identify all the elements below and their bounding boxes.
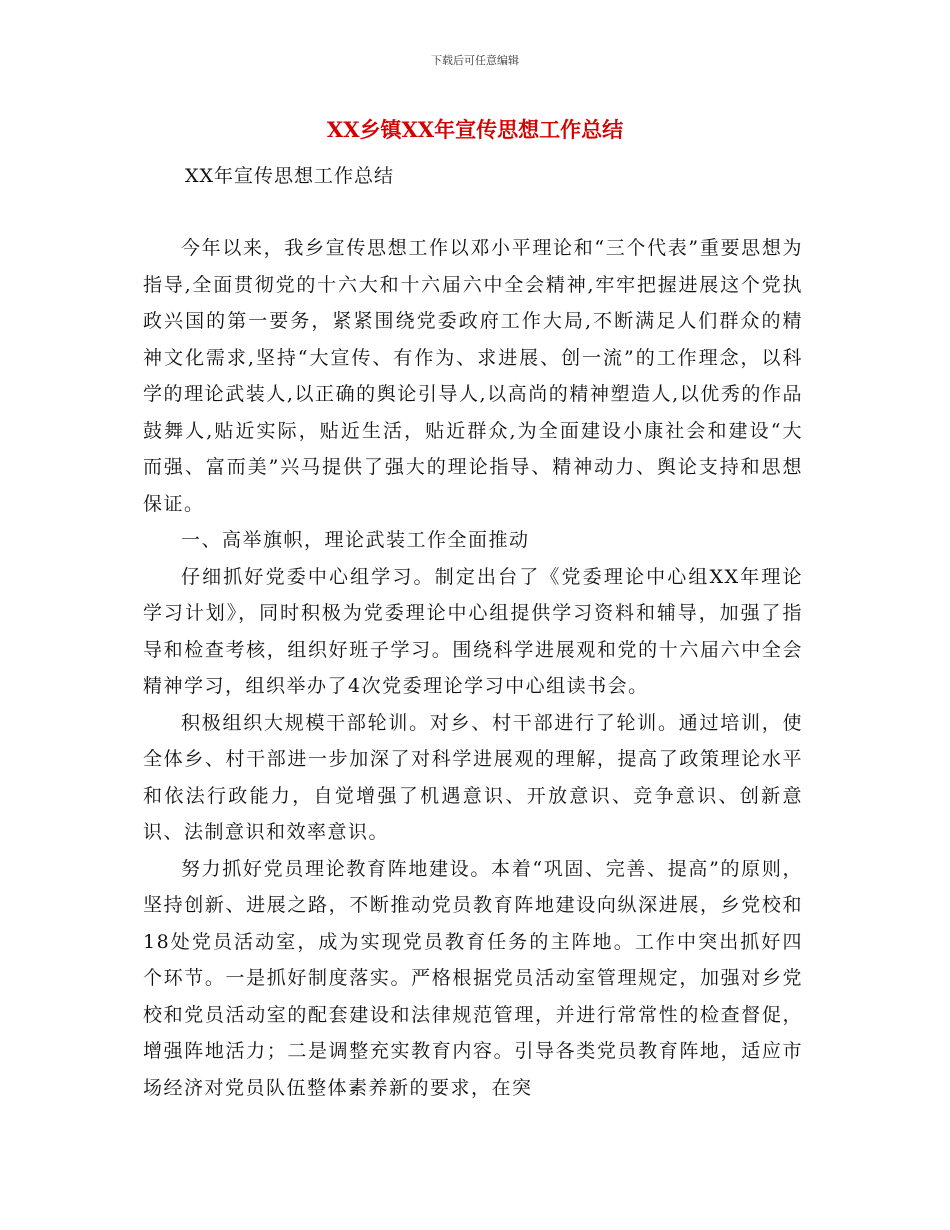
paragraph-intro: 今年以来，我乡宣传思想工作以邓小平理论和“三个代表”重要思想为指导,全面贯彻党的十六大和十六届六中全会精神,牢牢把握进展这个党执政兴国的第一要务，紧紧围绕党委政府工作大局,不断满足人们群众的精神文化需求,坚持“大宣传、有作为、求进展、创一流”的工作理念，以科学的理论武装人,以正确的舆论引导人,以高尚的精神塑造人,以优秀的作品鼓舞人,贴近实际，贴近生活，贴近群众,为全面建设小康社会和建设“大而强、富而美”兴马提供了强大的理论指导、精神动力、舆论支持和思想保证。 [143,237,803,515]
section-heading: 一、高举旗帜，理论武装工作全面推动 [181,529,530,551]
paragraph-training: 积极组织大规模干部轮训。对乡、村干部进行了轮训。通过培训，使全体乡、村干部进一步加深了对科学进展观的理解，提高了政策理论水平和依法行政能力，自觉增强了机遇意识、开放意识、竞争意识、创新意识、法制意识和效率意识。 [143,711,803,843]
page-header-note: 下载后可任意编辑 [431,54,519,67]
document-title: XX乡镇XX年宣传思想工作总结 [326,117,624,142]
paragraph-education-base: 努力抓好党员理论教育阵地建设。本着“巩固、完善、提高”的原则，坚持创新、进展之路，不断推动党员教育阵地建设向纵深进展，乡党校和18处党员活动室，成为实现党员教育任务的主阵地。工作中突出抓好四个环节。一是抓好制度落实。严格根据党员活动室管理规定，加强对乡党校和党员活动室的配套建设和法律规范管理，并进行常常性的检查督促，增强阵地活力；二是调整充实教育内容。引导各类党员教育阵地，适应市场经济对党员队伍整体素养新的要求，在突 [143,857,803,1099]
paragraph-study: 仔细抓好党委中心组学习。制定出台了《党委理论中心组XX年理论学习计划》，同时积极为党委理论中心组提供学习资料和辅导，加强了指导和检查考核，组织好班子学习。围绕科学进展观和党的十六届六中全会精神学习，组织举办了4次党委理论学习中心组读书会。 [143,565,803,697]
document-subtitle: XX年宣传思想工作总结 [185,165,395,187]
document-body [143,230,803,1106]
